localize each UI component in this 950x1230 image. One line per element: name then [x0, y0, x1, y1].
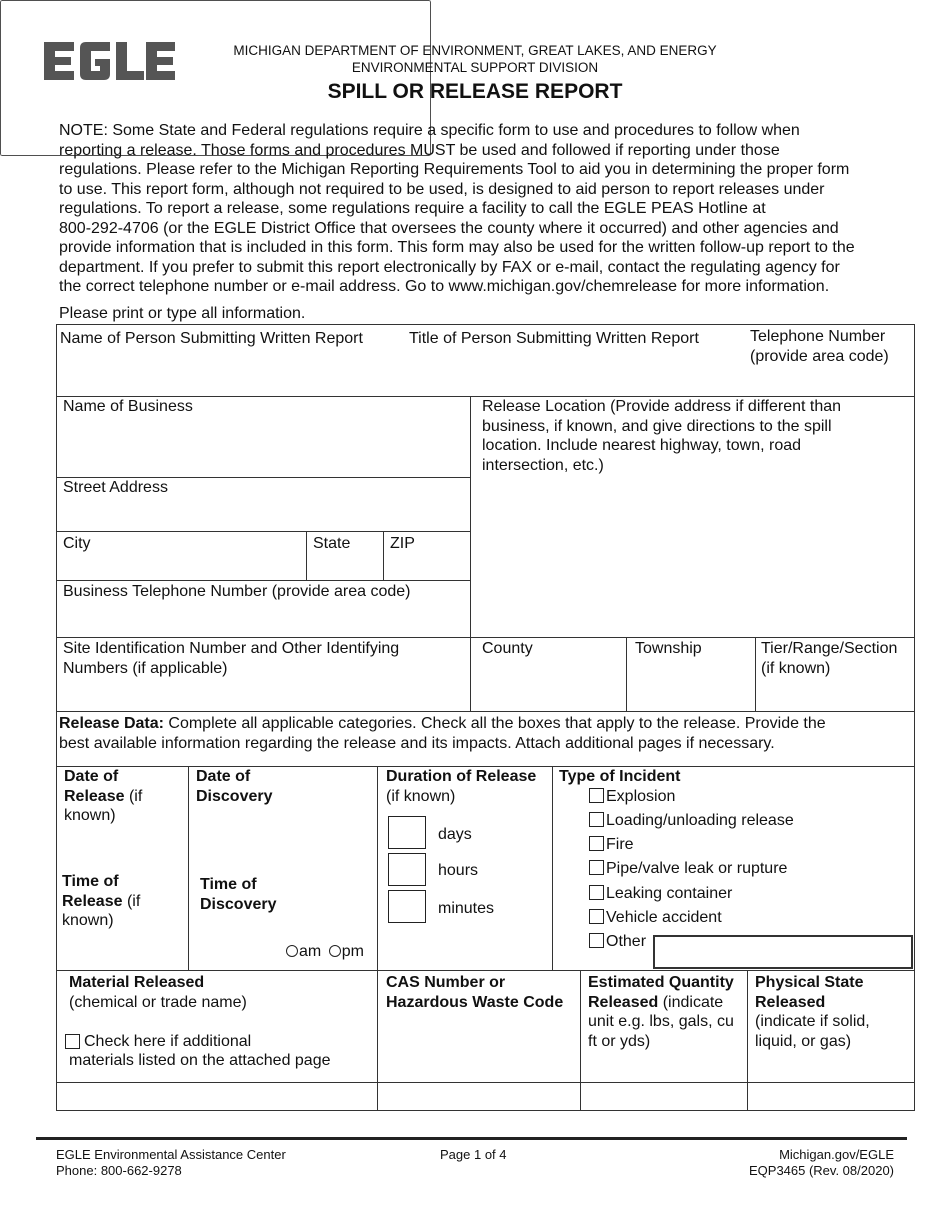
city-label: City	[63, 535, 91, 552]
note-line: department. If you prefer to submit this report electronically by FAX or e-mail, contact the regulating agency for	[59, 258, 840, 276]
time-of-discovery-input[interactable]	[196, 917, 372, 939]
divider-line	[747, 970, 748, 1111]
state-input[interactable]	[313, 555, 379, 577]
physical-state-line: Physical State	[755, 974, 864, 991]
divider-line	[383, 531, 384, 580]
release-data-intro-line	[59, 714, 826, 734]
fire-label: Fire	[606, 836, 634, 853]
additional-materials-label	[84, 1032, 251, 1052]
divider-line	[626, 637, 627, 711]
vehicle-accident-label: Vehicle accident	[606, 909, 722, 926]
estimated-quantity-input[interactable]	[586, 1086, 742, 1108]
estimated-quantity-line: unit e.g. lbs, gals, cu	[588, 1013, 734, 1030]
footer-right	[749, 1147, 894, 1179]
additional-materials-line: Check here if additional	[84, 1033, 252, 1050]
time-of-discovery-label-line: Time of	[200, 876, 257, 893]
release-location-label-line: Release Location (Provide address if different than	[482, 398, 842, 415]
leaking-container-label: Leaking container	[606, 885, 733, 902]
am-label: am	[299, 943, 322, 960]
date-of-release-bold: Release	[64, 787, 125, 805]
date-of-release-label-line: Date of	[64, 768, 119, 785]
time-of-release-bold: Release	[62, 892, 123, 910]
divider-line	[56, 580, 470, 581]
street-address-label: Street Address	[63, 479, 168, 496]
divider-line	[580, 970, 581, 1111]
release-data-intro-line: best available information regarding the release and its impacts. Attach additional pages if necessary.	[59, 734, 775, 752]
divider-line	[377, 766, 378, 1111]
date-of-release-input[interactable]	[64, 832, 182, 862]
time-of-discovery-label	[200, 875, 277, 914]
submitter-phone-label-line: (provide area code)	[750, 347, 889, 365]
note-line: provide information that is included in this form. This form may also be used for the written follow-up report to the	[59, 239, 855, 256]
divider-line	[552, 766, 553, 970]
divider-line	[56, 637, 915, 638]
vehicle-accident-checkbox[interactable]	[589, 909, 604, 924]
footer-phone: Phone: 800-662-9278	[56, 1163, 182, 1178]
submitter-phone-label-line: Telephone Number	[750, 328, 886, 345]
note-line: regulations. Please refer to the Michigan Reporting Requirements Tool to aid you in determining the proper form	[59, 161, 850, 178]
divider-line	[56, 1082, 915, 1083]
footer-left	[56, 1147, 286, 1179]
release-location-label	[482, 397, 841, 475]
loading-unloading-label: Loading/unloading release	[606, 812, 794, 829]
site-id-label-line: Site Identification Number and Other Identifying	[63, 640, 400, 657]
hours-label: hours	[438, 862, 479, 879]
incident-type-heading: Type of Incident	[559, 768, 681, 785]
other-label: Other	[606, 933, 647, 950]
release-location-label-line: location. Include nearest highway, town, road	[482, 437, 802, 454]
time-of-release-note: (if	[122, 892, 141, 910]
footer-center-name: EGLE Environmental Assistance Center	[56, 1147, 286, 1162]
city-input[interactable]	[63, 555, 301, 577]
date-of-release-label-line: known)	[64, 807, 116, 824]
township-label: Township	[635, 640, 702, 657]
other-incident-input[interactable]	[653, 935, 913, 969]
hours-input-box[interactable]	[388, 853, 426, 886]
date-of-release-label	[64, 767, 142, 826]
submitter-phone-input[interactable]	[750, 368, 910, 394]
business-phone-label: Business Telephone Number (provide area code)	[63, 583, 411, 600]
physical-state-line: liquid, or gas)	[755, 1032, 852, 1050]
date-of-discovery-label-line: Date of	[196, 768, 251, 785]
zip-input[interactable]	[390, 555, 466, 577]
duration-heading: Duration of Release	[386, 768, 537, 785]
cas-number-input[interactable]	[383, 1086, 575, 1108]
zip-label: ZIP	[390, 535, 415, 552]
fire-checkbox[interactable]	[589, 836, 604, 851]
township-input[interactable]	[635, 664, 750, 706]
footer-rule	[36, 1137, 907, 1140]
pipe-valve-checkbox[interactable]	[589, 860, 604, 875]
note-line: to use. This report form, although not required to be used, is designed to aid person to report releases under	[59, 180, 825, 198]
divider-line	[56, 711, 915, 712]
note-line: NOTE: Some State and Federal regulations require a specific form to use and procedures to follow when	[59, 122, 800, 139]
leaking-container-checkbox[interactable]	[589, 885, 604, 900]
physical-state-input[interactable]	[753, 1086, 909, 1108]
loading-unloading-checkbox[interactable]	[589, 812, 604, 827]
submitter-name-input[interactable]	[60, 356, 400, 390]
site-id-label	[63, 639, 399, 678]
state-label: State	[313, 535, 351, 552]
submitter-name-label: Name of Person Submitting Written Report	[60, 330, 363, 347]
footer-page-number: Page 1 of 4	[440, 1147, 507, 1162]
explosion-checkbox[interactable]	[589, 788, 604, 803]
tier-range-section-label-line: Tier/Range/Section	[761, 640, 898, 657]
duration-sub: (if known)	[386, 787, 456, 805]
estimated-quantity-label	[588, 973, 734, 1051]
tier-range-section-label-line: (if known)	[761, 659, 831, 677]
submitter-title-input[interactable]	[409, 356, 739, 390]
note-paragraph	[59, 121, 855, 297]
site-id-label-line: Numbers (if applicable)	[63, 659, 228, 677]
footer-website: Michigan.gov/EGLE	[779, 1147, 894, 1162]
divider-line	[755, 637, 756, 711]
am-pm-selector	[286, 942, 364, 962]
estimated-quantity-line	[588, 993, 734, 1013]
divider-line	[470, 396, 471, 711]
county-label: County	[482, 640, 533, 657]
physical-state-line: Released	[755, 993, 826, 1011]
business-name-input[interactable]	[63, 422, 463, 472]
pipe-valve-label: Pipe/valve leak or rupture	[606, 860, 788, 877]
divider-line	[56, 531, 470, 532]
material-released-heading: Material Released	[69, 974, 205, 991]
date-of-discovery-label-line: Discovery	[196, 787, 273, 805]
county-input[interactable]	[482, 664, 620, 706]
additional-materials-checkbox[interactable]	[65, 1034, 80, 1049]
note-line: 800-292-4706 (or the EGLE District Office that oversees the county where it occurred) and other agencies and	[59, 219, 839, 237]
date-of-discovery-label	[196, 767, 273, 806]
time-of-release-input[interactable]	[62, 936, 182, 966]
minutes-label: minutes	[438, 900, 495, 917]
business-name-label: Name of Business	[63, 398, 193, 415]
pm-radio[interactable]	[329, 945, 341, 957]
physical-state-label	[755, 973, 870, 1051]
release-data-intro	[59, 714, 826, 753]
tier-range-section-label	[761, 639, 897, 678]
estimated-quantity-bold: Released	[588, 993, 659, 1011]
street-address-input[interactable]	[63, 501, 463, 527]
submitter-title-label: Title of Person Submitting Written Report	[409, 330, 699, 347]
estimated-quantity-note: (indicate	[658, 993, 724, 1011]
release-location-label-line: business, if known, and give directions to the spill	[482, 417, 832, 435]
release-data-heading: Release Data:	[59, 715, 164, 732]
note-line: reporting a release. Those forms and procedures MUST be used and followed if reporting under those	[59, 141, 780, 159]
divider-line	[306, 531, 307, 580]
estimated-quantity-line: ft or yds)	[588, 1032, 651, 1050]
business-phone-input[interactable]	[63, 606, 463, 632]
release-data-text: Complete all applicable categories. Check all the boxes that apply to the release. Provide the	[163, 715, 826, 732]
time-of-release-label-line: Time of	[62, 873, 119, 890]
division-name: ENVIRONMENTAL SUPPORT DIVISION	[351, 60, 599, 75]
department-name: MICHIGAN DEPARTMENT OF ENVIRONMENT, GREAT LAKES, AND ENERGY	[233, 43, 717, 58]
material-released-label	[69, 973, 247, 1012]
days-input-box[interactable]	[388, 816, 426, 849]
am-radio[interactable]	[286, 945, 298, 957]
time-of-discovery-label-line: Discovery	[200, 895, 277, 913]
pm-label: pm	[341, 943, 364, 960]
physical-state-line: (indicate if solid,	[755, 1013, 870, 1030]
time-of-release-label-line: known)	[62, 912, 114, 929]
duration-label	[386, 767, 536, 806]
form-title: SPILL OR RELEASE REPORT	[327, 80, 623, 103]
print-instruction: Please print or type all information.	[59, 305, 306, 322]
material-name-input[interactable]	[62, 1086, 372, 1108]
minutes-input-box[interactable]	[388, 890, 426, 923]
other-checkbox[interactable]	[589, 933, 604, 948]
cas-number-label	[386, 973, 563, 1012]
cas-number-label-line: Hazardous Waste Code	[386, 993, 564, 1011]
additional-materials-label-cont: materials listed on the attached page	[69, 1052, 331, 1069]
cas-number-label-line: CAS Number or	[386, 974, 506, 991]
material-released-sub: (chemical or trade name)	[69, 993, 247, 1011]
estimated-quantity-line: Estimated Quantity	[588, 974, 734, 991]
explosion-label: Explosion	[606, 788, 676, 805]
release-location-label-line: intersection, etc.)	[482, 456, 604, 474]
time-of-release-label	[62, 872, 140, 931]
site-id-input[interactable]	[63, 682, 463, 707]
time-of-release-label-line	[62, 892, 140, 912]
days-label: days	[438, 826, 472, 843]
date-of-release-note: (if	[124, 787, 143, 805]
date-of-discovery-input[interactable]	[196, 812, 372, 862]
note-line: the correct telephone number or e-mail address. Go to www.michigan.gov/chemrelease for more information.	[59, 278, 830, 295]
tier-range-section-input[interactable]	[761, 682, 909, 707]
note-line: regulations. To report a release, some regulations require a facility to call the EGLE PEAS Hotline at	[59, 200, 766, 217]
divider-line	[188, 766, 189, 970]
date-of-release-label-line	[64, 787, 142, 807]
divider-line	[56, 970, 915, 971]
footer-form-id: EQP3465 (Rev. 08/2020)	[748, 1163, 894, 1178]
submitter-phone-label	[750, 327, 889, 366]
